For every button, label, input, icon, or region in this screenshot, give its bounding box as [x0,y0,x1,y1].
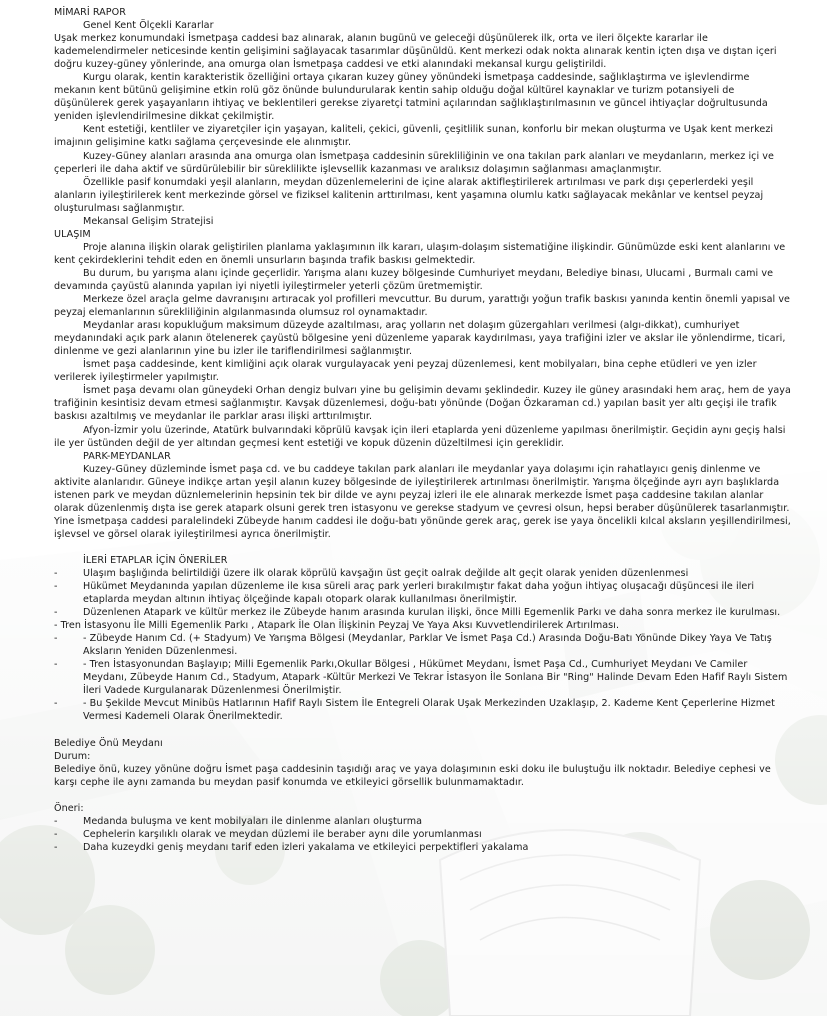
paragraph-transport-5: İsmet paşa caddesinde, kent kimliğini açık olarak vurgulayacak yeni peyzaj düzenlemesi, kent mobilyaları, bina cephe etüdleri ve yen izler verilerek iyileştirmeler yapılmıştır. [54,359,757,384]
bullet-dash: - [54,581,58,593]
paragraph-park: Kuzey-Güney düzleminde İsmet paşa cd. ve bu caddeye takılan park alanları ile meydanlar yaya dolaşımı için rahatlayıcı geniş dinlenme ve aktivite alanlarıdır. Güneye indikçe artan yeşil alanın kuzey bölgesinde de iyileştirilerek artırılması önerilmiştir. Yarışma ölçeğinde ayrı ayrı başlıklarda istenen park ve meydan düznlemelerinin hepsinin tek bir dilde ve aynı peyzaj izleri ile ele alınarak merkezde İsmet paşa caddesine takılan alanlar olarak düzenlenmiş dışta ise gerek atapark olsuni gerek tren istasyonu ve gerekse stadyum ve çevresi olsun, hepsi beraber düşünülerek tasarlanmıştır. Yine İsmetpaşa caddesi paralelindeki Zübeyde hanım caddesi ile doğu-batı yönünde gerek araç, gerek ise yaya öncelikli kılcal aksların yeşillendirilmesi, işlevsel ve görsel olarak iyileştirilmesi ayrıca önerilmiştir. [54,463,791,540]
paragraph-transport-4: Meydanlar arası kopukluğum maksimum düzeyde azaltılması, araç yolların net dolaşım güzergahları verilmesi (algı-dikkat), cumhuriyet meydanındaki açık park alanın ötelenerek çayüstü bölgesine yeni düzenleme yaparak kaydırılması, yaya trafiğini izler ve akslar ile yönlendirme, ticari, dinlenme ve gezi alanlarının yine bu izler ile tariflendirilmesi sağlanmıştır. [54,320,786,358]
paragraph-green: Özellikle pasif konumdaki yeşil alanların, meydan düzenlemelerini de içine alarak aktifleştirilerek artırılması ve park dışı çeperlerdeki yeşil alanların iyileştirilerek kent merkezinde görsel ve fiziksel kalitenin arttırılması, kent yaşamına olumlu katkı sağlayacak mekânlar ve kentsel peyzaj oluşturulması sağlanmıştır. [54,176,764,214]
paragraph-transport-7: Afyon-İzmir yolu üzerinde, Atatürk bulvarındaki köprülü kavşak için ileri etaplarda yeni düzenleme yapılması önerilmiştir. Geçidin aynı geçiş halsi ile yer üstünden değil de yer altından geçmesi kent estetiği ve kopuk düzenin düzeltilmesi için gereklidir. [54,424,786,449]
paragraph-intro: Uşak merkez konumundaki İsmetpaşa caddesi baz alınarak, alanın bugünü ve geleceği düşünülerek ilk, orta ve ileri ölçekte kararlar ile kademelendirmeler neticesinde kentin gelişimini sağlayacak tasarımlar düşünüldü. Kent merkezi odak nokta alınarak kentin içten dışa ve dıştan içeri doğru kuzey-güney yönlerinde, ana omurga olan İsmetpaşa caddesi ve etki alanındaki mekansal kurgu geliştirildi. [54,33,777,71]
paragraph-identity: Kurgu olarak, kentin karakteristik özelliğini ortaya çıkaran kuzey güney yönündeki İsmetpaşa caddesinde, sağlıklaştırma ve işlevlendirme mekanın kent bütünü gelişimine etkin rolü göz önünde bulundurularak kentin sahip olduğu doğal kültürel kaynaklar ve turizm potansiyeli de düşünülerek gerek yaşayanların ihtiyaç ve beklentileri gerekse ziyaretçi tatmini açılarından sağlıklaştırılmasının ve güncel ihtiyaçlar doğrultusunda yeniden işlevlendirilmesine dikkat çekilmiştir. [54,72,768,123]
future-item: - Düzenlenen Atapark ve kültür merkez ile Zübeyde hanım arasında kurulan ilişki, önce Milli Egemenlik Parkı ve daha sonra merkez ile kurulması. [54,607,781,619]
paragraph-aesthetics: Kent estetiği, kentliler ve ziyaretçiler için yaşayan, kaliteli, çekici, güvenli, çeşitlilik sunan, konforlu bir mekan oluşturma ve Uşak kent merkezi imajının gelişimine katkı sağlama çerçevesinde ele alınmıştır. [54,124,774,149]
bullet-dash: - [54,841,58,853]
future-item: - Hükümet Meydanında yapılan düzenleme ile kısa süreli araç park yerleri bırakılmıştır fakat daha yoğun ihtiyaç oluşacağı düşüncesi ile ileri etaplarda meydan altının ihtiyaç ölçeğinde kapalı otopark olarak kullanılması önerilmiştir. [54,581,755,606]
paragraph-transport-2: Bu durum, bu yarışma alanı içinde geçerlidir. Yarışma alanı kuzey bölgesinde Cumhuriyet meydanı, Belediye binası, Ulucami , Burmalı cami ve devamında çayüstü alanında yapılan iyi niyetli iyileştirmeler yeterli çözüm üretmemiştir. [54,267,774,292]
bullet-dash: - [54,828,58,840]
future-item: - - Bu Şekilde Mevcut Minibüs Hatlarının Hafif Raylı Sistem İle Entegreli Olarak Uşak Merkezinden Uzaklaşıp, 2. Kademe Kent Çeperlerine Hizmet Vermesi Kademeli Olarak Önerilmektedir. [54,698,775,723]
bullet-dash: - [54,633,58,645]
park-heading: PARK-MEYDANLAR [83,450,171,462]
oneri-item: - Cephelerin karşılıklı olarak ve meydan düzlemi ile beraber aynı dile yorumlanması [54,828,482,840]
report-content [54,6,794,854]
bullet-dash: - [54,607,58,619]
paragraph-transport-6: İsmet paşa devamı olan güneydeki Orhan dengiz bulvarı yine bu gelişimin devamı şeklindedir. Kuzey ile güney arasındaki hem araç, hem de yaya trafiğinin kesintisiz devam etmesi sağlanmıştır. Kavşak düzenlemesi, doğu-batı yönünde (Doğan Özkaraman cd.) yapılan basit yer altı geçişi ile trafik baskısı azaltılmış ve meydanlar ile parklar arası ilişki arttırılmıştır. [54,385,791,423]
future-item-tren: - Tren İstasyonu İle Milli Egemenlik Parkı , Atapark İle Olan İlişkinin Peyzaj Ve Yaya Aksı Kuvvetlendirilerek Artırılması. [54,620,620,632]
future-item: - - Tren İstasyonundan Başlayıp; Milli Egemenlik Parkı,Okullar Bölgesi , Hükümet Meydanı, İsmet Paşa Cd., Cumhuriyet Meydanı Ve Camiler Meydanı, Zübeyde Hanım Cd., Stadyum, Atapark -Kültür Merkezi Ve Tekrar İstasyon İle Sonlana Bir "Ring" Halinde Devam Eden Hafif Raylı Sistem İleri Vadede Kurgulanarak Düzenlenmesi Önerilmiştir. [54,659,788,697]
future-heading: İLERİ ETAPLAR İÇİN ÖNERİLER [83,554,228,566]
report-heading: MİMARİ RAPOR [54,7,126,18]
belediye-heading: Belediye Önü Meydanı [54,737,163,749]
bullet-dash: - [54,659,58,671]
strategy-heading: Mekansal Gelişim Stratejisi [83,215,214,227]
oneri-item: - Medanda buluşma ve kent mobilyaları ile dinlenme alanları oluşturma [54,815,423,827]
paragraph-transport-1: Proje alanına ilişkin olarak geliştirilen planlama yaklaşımının ilk kararı, ulaşım-dolaşım sistematiğine ilişkindir. Günümüzde eski kent alanlarını ve kent çekirdeklerini tehdit eden en önemli unsurların başında trafik baskısı gelmektedir. [54,241,786,266]
paragraph-durum: Belediye önü, kuzey yönüne doğru İsmet paşa caddesinin taşıdığı araç ve yaya dolaşımının eski doku ile buluştuğu ilk noktadır. Belediye cephesi ve karşı cephe ile aynı zamanda bu meydan pasif konumda ve etkileyici görsellik bulunmamaktadır. [54,763,771,788]
oneri-label: Öneri: [54,802,84,814]
paragraph-transport-3: Merkeze özel araçla gelme davranışını artıracak yol profilleri mevcuttur. Bu durum, yarattığı yoğun trafik baskısı yanında kentin önemli yapısal ve peyzaj elemanlarının sürekliliğinin algılanmasında olumsuz rol oynamaktadır. [54,294,790,319]
durum-label: Durum: [54,750,91,762]
oneri-item: - Daha kuzeydki geniş meydanı tarif eden izleri yakalama ve etkileyici perpektifleri yakalama [54,841,529,853]
future-item: - Ulaşım başlığında belirtildiği üzere ilk olarak köprülü kavşağın üst geçit oalrak değilde alt geçit olarak yeniden düzenlenmesi [54,567,689,579]
bullet-dash: - [54,698,58,710]
future-item: - - Zübeyde Hanım Cd. (+ Stadyum) Ve Yarışma Bölgesi (Meydanlar, Parklar Ve İsmet Paşa Cd.) Arasında Doğu-Batı Yönünde Dikey Yaya Ve Tatış Aksların Yeniden Düzenlenmesi. [54,633,772,658]
bullet-dash: - [54,567,58,579]
paragraph-axis: Kuzey-Güney alanları arasında ana omurga olan İsmetpaşa caddesinin sürekliliğinin ve ona takılan park alanları ve meydanların, merkez içi ve çeperleri ile daha aktif ve sürdürülebilir bir süreklilikte işlevsellik kazanması ve aralıksız dolaşımın sağlanması amaçlanmıştır. [54,150,774,175]
bullet-dash: - [54,815,58,827]
general-decisions-heading: Genel Kent Ölçekli Kararlar [83,20,214,32]
transport-heading: ULAŞIM [54,228,91,240]
